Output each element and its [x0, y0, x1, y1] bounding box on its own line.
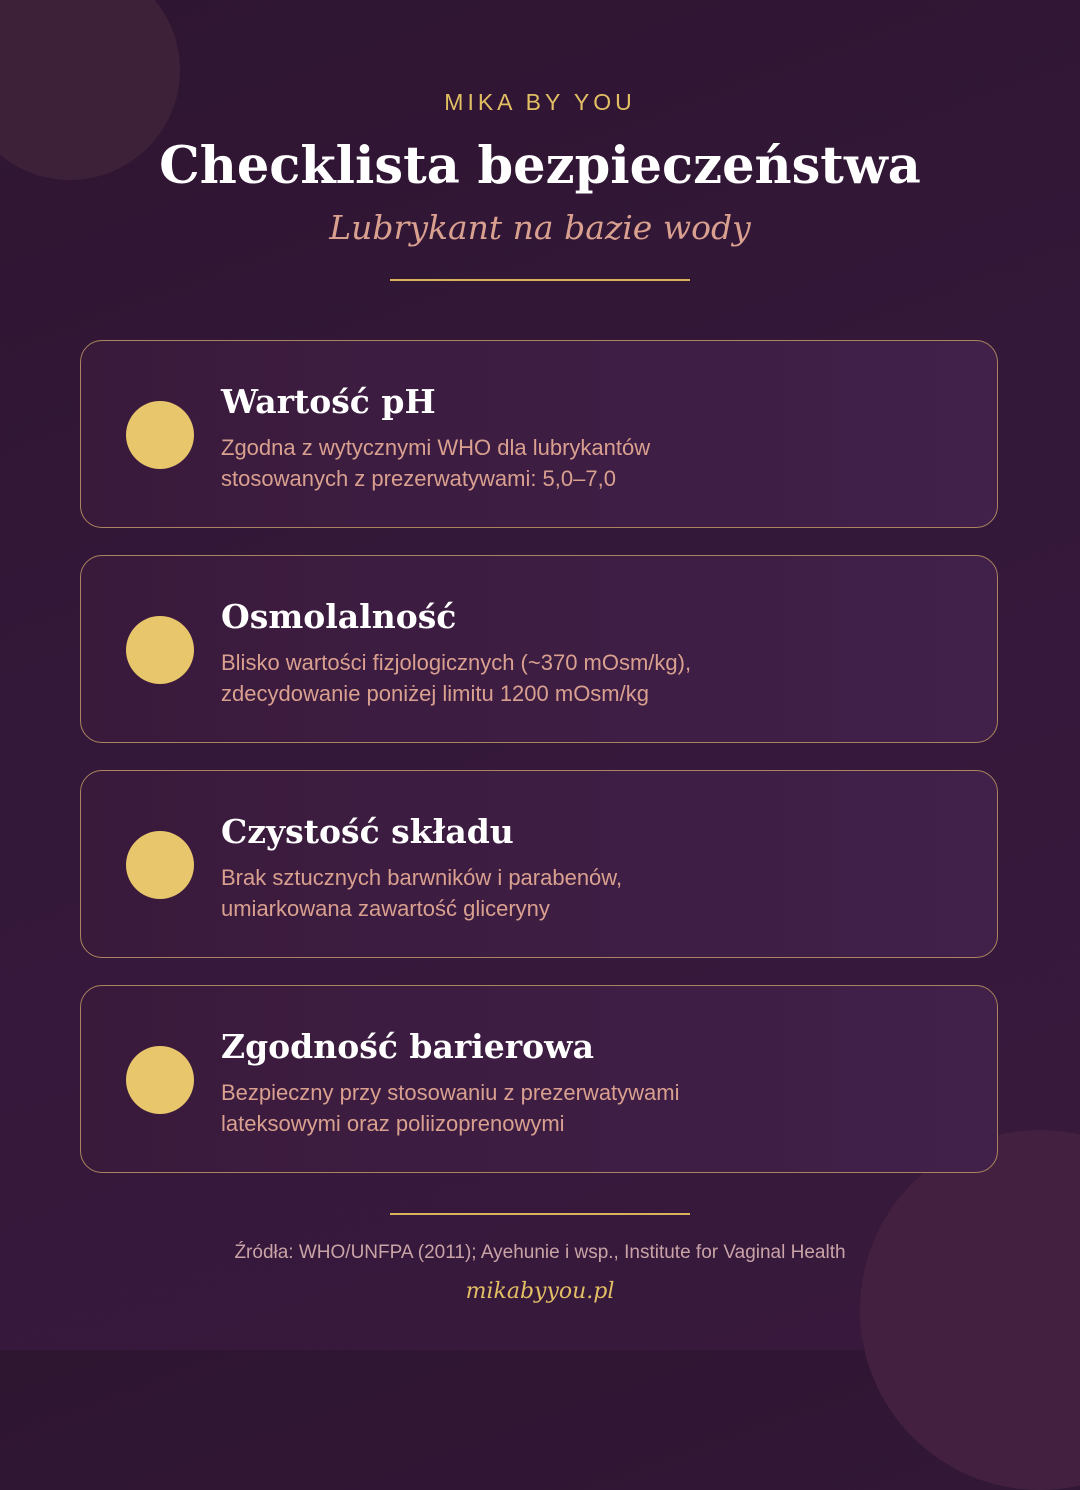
- description-line: Bezpieczny przy stosowaniu z prezerwatywami: [221, 1080, 680, 1105]
- checklist-item-description: [221, 647, 781, 709]
- checklist-item-title: Czystość składu: [221, 812, 514, 851]
- checklist-item-purity: [80, 770, 998, 958]
- description-line: zdecydowanie poniżej limitu 1200 mOsm/kg: [221, 681, 649, 706]
- checklist-bullet-icon: [126, 401, 194, 469]
- checklist-item-ph: [80, 340, 998, 528]
- description-line: Blisko wartości fizjologicznych (~370 mOsm/kg),: [221, 650, 692, 675]
- page-title: Checklista bezpieczeństwa: [159, 136, 921, 196]
- header-divider: [390, 279, 690, 281]
- page-subtitle: Lubrykant na bazie wody: [329, 208, 751, 247]
- sources-text: Źródła: WHO/UNFPA (2011); Ayehunie i wsp., Institute for Vaginal Health: [234, 1242, 846, 1263]
- checklist-item-description: [221, 1077, 781, 1139]
- checklist-item-title: Osmolalność: [221, 597, 457, 636]
- checklist-item-barrier: [80, 985, 998, 1173]
- website-link[interactable]: mikabyyou.pl: [465, 1279, 615, 1304]
- checklist-item-title: Wartość pH: [221, 382, 436, 421]
- checklist-bullet-icon: [126, 1046, 194, 1114]
- checklist-item-osmolality: [80, 555, 998, 743]
- checklist-item-description: [221, 862, 781, 924]
- checklist-bullet-icon: [126, 831, 194, 899]
- description-line: stosowanych z prezerwatywami: 5,0–7,0: [221, 466, 616, 491]
- footer-divider: [390, 1213, 690, 1215]
- description-line: umiarkowana zawartość gliceryny: [221, 896, 550, 921]
- checklist-bullet-icon: [126, 616, 194, 684]
- description-line: Zgodna z wytycznymi WHO dla lubrykantów: [221, 435, 651, 460]
- checklist-item-title: Zgodność barierowa: [221, 1027, 594, 1066]
- checklist-item-description: [221, 432, 781, 494]
- description-line: Brak sztucznych barwników i parabenów,: [221, 865, 623, 890]
- description-line: lateksowymi oraz poliizoprenowymi: [221, 1111, 565, 1136]
- decorative-circle-bottom: [860, 1130, 1080, 1490]
- brand-name: MIKA BY YOU: [444, 89, 636, 115]
